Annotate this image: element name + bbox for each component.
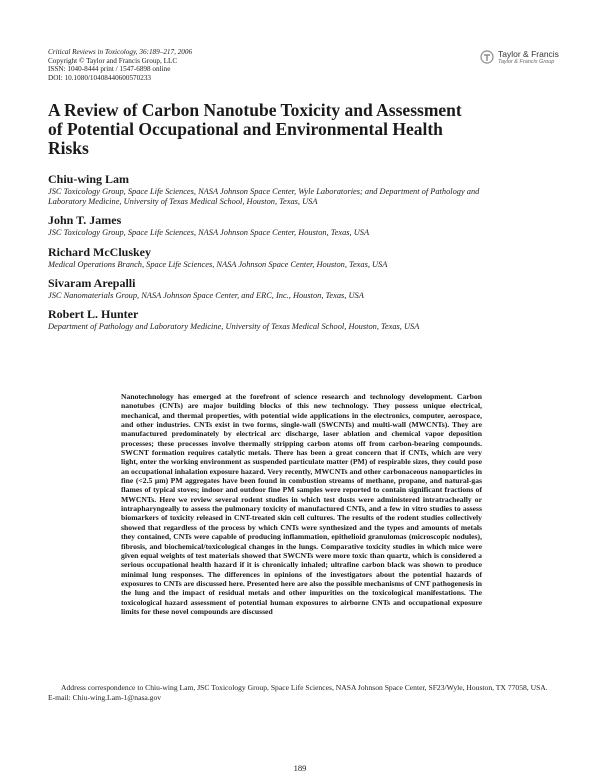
author-affiliation: JSC Nanomaterials Group, NASA Johnson Space Center, and ERC, Inc., Houston, Texas, USA xyxy=(48,290,364,300)
author-affiliation: JSC Toxicology Group, Space Life Sciences, NASA Johnson Space Center, Houston, Texas, USA xyxy=(48,228,370,238)
journal-info xyxy=(48,48,192,82)
author-list xyxy=(48,172,498,338)
author-name: Robert L. Hunter xyxy=(48,307,139,322)
page-number: 189 xyxy=(293,763,307,773)
author-name: Sivaram Arepalli xyxy=(48,275,136,290)
copyright-line: Copyright © Taylor and Francis Group, LLC xyxy=(48,56,178,65)
doi-line: DOI: 10.1080/10408440600570233 xyxy=(48,73,152,82)
author-name: Chiu-wing Lam xyxy=(48,172,130,186)
issn-line: ISSN: 1040-8444 print / 1547-6898 online xyxy=(48,65,171,74)
publisher-name: Taylor & Francis xyxy=(498,49,559,59)
article-title: A Review of Carbon Nanotube Toxicity and Assessment of Potential Occupational and Environmental Health Risks xyxy=(48,100,462,158)
journal-citation: Critical Reviews in Toxicology, 36:189–217, 2006 xyxy=(48,48,193,56)
abstract: Nanotechnology has emerged at the forefront of science research and technology development. Carbon nanotubes (CNTs) are major building blocks of this new technology. They possess unique electrical, mechanical, and thermal properties, with potential wide applications in the electronics, computer, aerospace, and other industries. CNTs exist in two forms, single-wall (SWCNTs) and multi-wall (MWCNTs). They are manufactured predominately by electrical arc discharge, laser ablation and chemical vapor deposition processes; these processes involve thermally stripping carbon atoms off from carbon-bearing compounds. SWCNT formation requires catalytic metals. There has been a great concern that if CNTs, which are very light, enter the working environment as suspended particulate matter (PM) of respirable sizes, they could pose an occupational inhalation exposure hazard. Very recently, MWCNTs and other carbonaceous nanoparticles in fine (<2.5 μm) PM aggregates have been found in combustion streams of methane, propane, and natural-gas flames of typical stoves; indoor and outdoor fine PM samples were reported to contain significant fractions of MWCNTs. Here we review several rodent studies in which test dusts were administered intratracheally or intrapharyngeally to assess the pulmonary toxicity of manufactured CNTs, and a few in vitro studies to assess biomarkers of toxicity released in CNT-treated skin cell cultures. The results of the rodent studies collectively showed that regardless of the process by which CNTs were synthesized and the types and amounts of metals they contained, CNTs were capable of producing inflammation, epithelioid granulomas (microscopic nodules), fibrosis, and biochemical/toxicological changes in the lungs. Comparative toxicity studies in which mice were given equal weights of test materials showed that SWCNTs were more toxic than quartz, which is considered a serious occupational health hazard if it is chronically inhaled; ultrafine carbon black was shown to produce minimal lung responses. The differences in opinions of the investigators about the potential hazards of exposures to CNTs are discussed here. Presented here are also the possible mechanisms of CNT pathogenesis in the lung and the impact of residual metals and other impurities on the toxicological manifestations. The toxicological hazard assessment of potential human exposures to airborne CNTs and occupational exposure limits for these novel compounds are discussed xyxy=(121,392,482,616)
publisher-logo-icon xyxy=(480,50,494,64)
author-name: John T. James xyxy=(48,213,122,228)
correspondence-footnote: Address correspondence to Chiu-wing Lam, JSC Toxicology Group, Space Life Sciences, NASA Johnson Space Center, SF23/Wyle, Houston, TX 77058, USA. E-mail: Chiu-wing.Lam-1@nasa.gov xyxy=(48,683,548,702)
publisher-tagline: Taylor & Francis Group xyxy=(498,59,555,65)
author-affiliation: JSC Toxicology Group, Space Life Sciences, NASA Johnson Space Center, Wyle Laboratories; and Department of Pathology and Laboratory Medicine, University of Texas Medical School, Houston, Texas, USA xyxy=(48,187,480,207)
author-affiliation: Medical Operations Branch, Space Life Sciences, NASA Johnson Space Center, Houston, Texas, USA xyxy=(48,259,388,269)
publisher-logo xyxy=(480,50,559,66)
author-affiliation: Department of Pathology and Laboratory Medicine, University of Texas Medical School, Houston, Texas, USA xyxy=(48,322,420,332)
author-name: Richard McCluskey xyxy=(48,244,151,259)
